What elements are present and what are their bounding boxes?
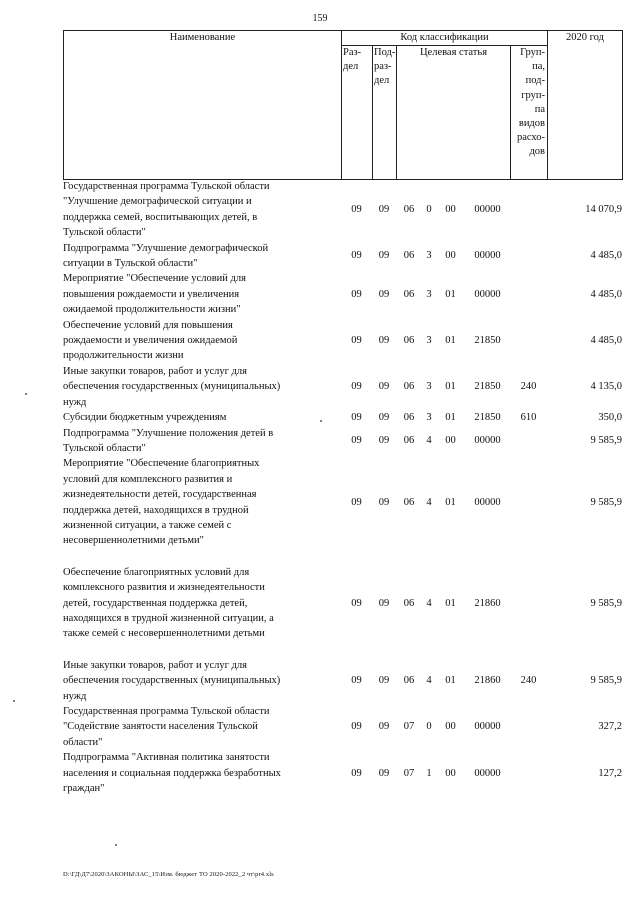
row-target-1: 06 [403,288,415,300]
row-target-3: 00 [445,767,456,779]
row-target-4: 00000 [474,250,501,262]
row-target-4: 00000 [474,435,501,447]
table-row [63,658,622,704]
row-razdel: 09 [351,767,362,779]
row-value: 4 485,0 [590,335,622,347]
row-razdel: 09 [351,597,362,609]
scan-speck [25,393,27,395]
row-target-2: 4 [426,435,432,447]
row-podrazdel: 09 [378,435,390,447]
row-podrazdel: 09 [378,250,390,262]
row-target-2: 3 [426,288,432,300]
row-name: Государственная программа Тульской области "Улучшение демографической ситуации и поддержка семей, воспитывающих детей, в Тульской области" [63,181,270,239]
header-name: Наименование [64,31,342,180]
row-target-1: 07 [403,721,415,733]
table-row [63,179,622,241]
row-target-1: 06 [403,435,415,447]
row-target-3: 01 [445,412,456,424]
row-name: Субсидии бюджетным учреждениям [63,412,227,424]
row-razdel: 09 [351,381,362,393]
row-target-2: 3 [426,335,432,347]
row-target-3: 00 [445,250,456,262]
row-name: Подпрограмма "Улучшение положения детей в Тульской области" [63,427,274,454]
table-row [63,426,622,457]
row-target-1: 06 [403,597,415,609]
scan-speck [320,420,322,422]
header-year: 2020 год [548,31,623,180]
row-podrazdel: 09 [378,288,390,300]
row-podrazdel: 09 [378,721,390,733]
table-row [63,364,622,410]
row-target-3: 00 [445,435,456,447]
row-target-4: 00000 [474,288,501,300]
row-target-1: 06 [403,496,415,508]
row-value: 9 585,9 [590,496,622,508]
header-classification: Код классификации [342,31,548,46]
row-value: 9 585,9 [590,597,622,609]
row-target-2: 3 [426,412,432,424]
row-target-3: 01 [445,288,456,300]
row-name: Иные закупки товаров, работ и услуг для обеспечения государственных (муниципальных) нужд [63,365,281,408]
row-podrazdel: 09 [378,204,390,216]
row-target-3: 01 [445,675,456,687]
row-razdel: 09 [351,335,362,347]
row-target-1: 06 [403,675,415,687]
row-target-4: 00000 [474,721,501,733]
row-name: Мероприятие "Обеспечение условий для повышения рождаемости и увеличения ожидаемой продолжительности жизни" [63,273,246,316]
scan-speck [13,700,15,702]
table-row [63,565,622,658]
row-target-2: 0 [426,721,432,733]
row-podrazdel: 09 [378,496,390,508]
table-body [63,179,622,796]
table-row [63,704,622,750]
row-razdel: 09 [351,204,362,216]
row-podrazdel: 09 [378,597,390,609]
row-target-1: 07 [403,767,415,779]
row-name: Государственная программа Тульской области "Содействие занятости населения Тульской области" [63,706,270,748]
header-target: Целевая статья [397,46,511,180]
row-podrazdel: 09 [378,335,390,347]
row-target-4: 21850 [474,412,501,424]
row-value: 127,2 [598,767,622,779]
row-vid: 240 [520,381,537,393]
row-name: Иные закупки товаров, работ и услуг для обеспечения государственных (муниципальных) нужд [63,659,281,702]
row-target-2: 4 [426,496,432,508]
row-razdel: 09 [351,435,362,447]
row-podrazdel: 09 [378,412,390,424]
row-value: 4 485,0 [590,250,622,262]
table-header [63,30,623,180]
row-name: Обеспечение благоприятных условий для комплексного развития и жизнедеятельности детей, государственная поддержка детей, находящихся в трудной жизненной ситуации, а также семей с несовершеннолетними детьми [63,566,274,640]
row-target-3: 01 [445,496,456,508]
row-target-1: 06 [403,381,415,393]
row-name: Мероприятие "Обеспечение благоприятных условий для комплексного развития и жизнедеятельности детей, государственная поддержка детей, находящихся в трудной жизненной ситуации, а также семей с несовершеннолетними детьми" [63,458,260,547]
page-number: 159 [312,13,328,24]
row-razdel: 09 [351,412,362,424]
row-target-1: 06 [403,335,415,347]
table-row [63,410,622,425]
row-target-4: 21850 [474,335,501,347]
row-target-4: 00000 [474,767,501,779]
row-target-4: 21860 [474,597,501,609]
row-target-2: 3 [426,250,432,262]
table-row [63,318,622,364]
row-value: 4 135,0 [590,381,622,393]
row-razdel: 09 [351,721,362,733]
row-razdel: 09 [351,496,362,508]
row-razdel: 09 [351,675,362,687]
row-podrazdel: 09 [378,767,390,779]
row-target-4: 21860 [474,675,501,687]
row-name: Обеспечение условий для повышения рождаемости и увеличения ожидаемой продолжительности жизни [63,319,238,362]
row-target-2: 4 [426,675,432,687]
file-path-footer: D:\ГД\Д7\2020\ЗАКОНЫ\ЗАС_15\Изм. бюджет ТО 2020-2022_2 чт\pr4.xls [63,871,274,878]
table-row [63,271,622,317]
row-target-4: 00000 [474,496,501,508]
row-value: 14 070,9 [585,204,622,216]
row-razdel: 09 [351,250,362,262]
row-value: 350,0 [598,412,622,424]
row-podrazdel: 09 [378,381,390,393]
row-target-4: 00000 [474,204,501,216]
row-target-1: 06 [403,204,415,216]
row-target-3: 01 [445,597,456,609]
row-target-2: 4 [426,597,432,609]
row-name: Подпрограмма "Активная политика занятости населения и социальная поддержка безработных граждан" [63,752,281,795]
row-target-4: 21850 [474,381,501,393]
table-row [63,456,622,564]
scan-speck [115,844,117,846]
row-target-2: 3 [426,381,432,393]
table-row [63,241,622,272]
row-value: 4 485,0 [590,288,622,300]
row-podrazdel: 09 [378,675,390,687]
row-vid: 610 [520,412,537,424]
row-target-1: 06 [403,250,415,262]
row-target-3: 01 [445,381,456,393]
row-target-1: 06 [403,412,415,424]
row-name: Подпрограмма "Улучшение демографической ситуации в Тульской области" [63,242,269,270]
row-target-3: 01 [445,335,456,347]
row-target-2: 0 [426,204,432,216]
row-target-3: 00 [445,721,456,733]
row-target-3: 00 [445,204,456,216]
table-row [63,750,622,796]
row-target-2: 1 [426,767,432,779]
row-vid: 240 [520,675,537,687]
row-value: 327,2 [598,721,622,733]
header-razdel: Раз- дел [342,46,373,180]
row-value: 9 585,9 [590,675,622,687]
row-value: 9 585,9 [590,435,622,447]
header-vid: Груп- па, под- груп- па видов расхо- дов [511,46,548,180]
header-podrazdel: Под- раз- дел [373,46,397,180]
row-razdel: 09 [351,288,362,300]
